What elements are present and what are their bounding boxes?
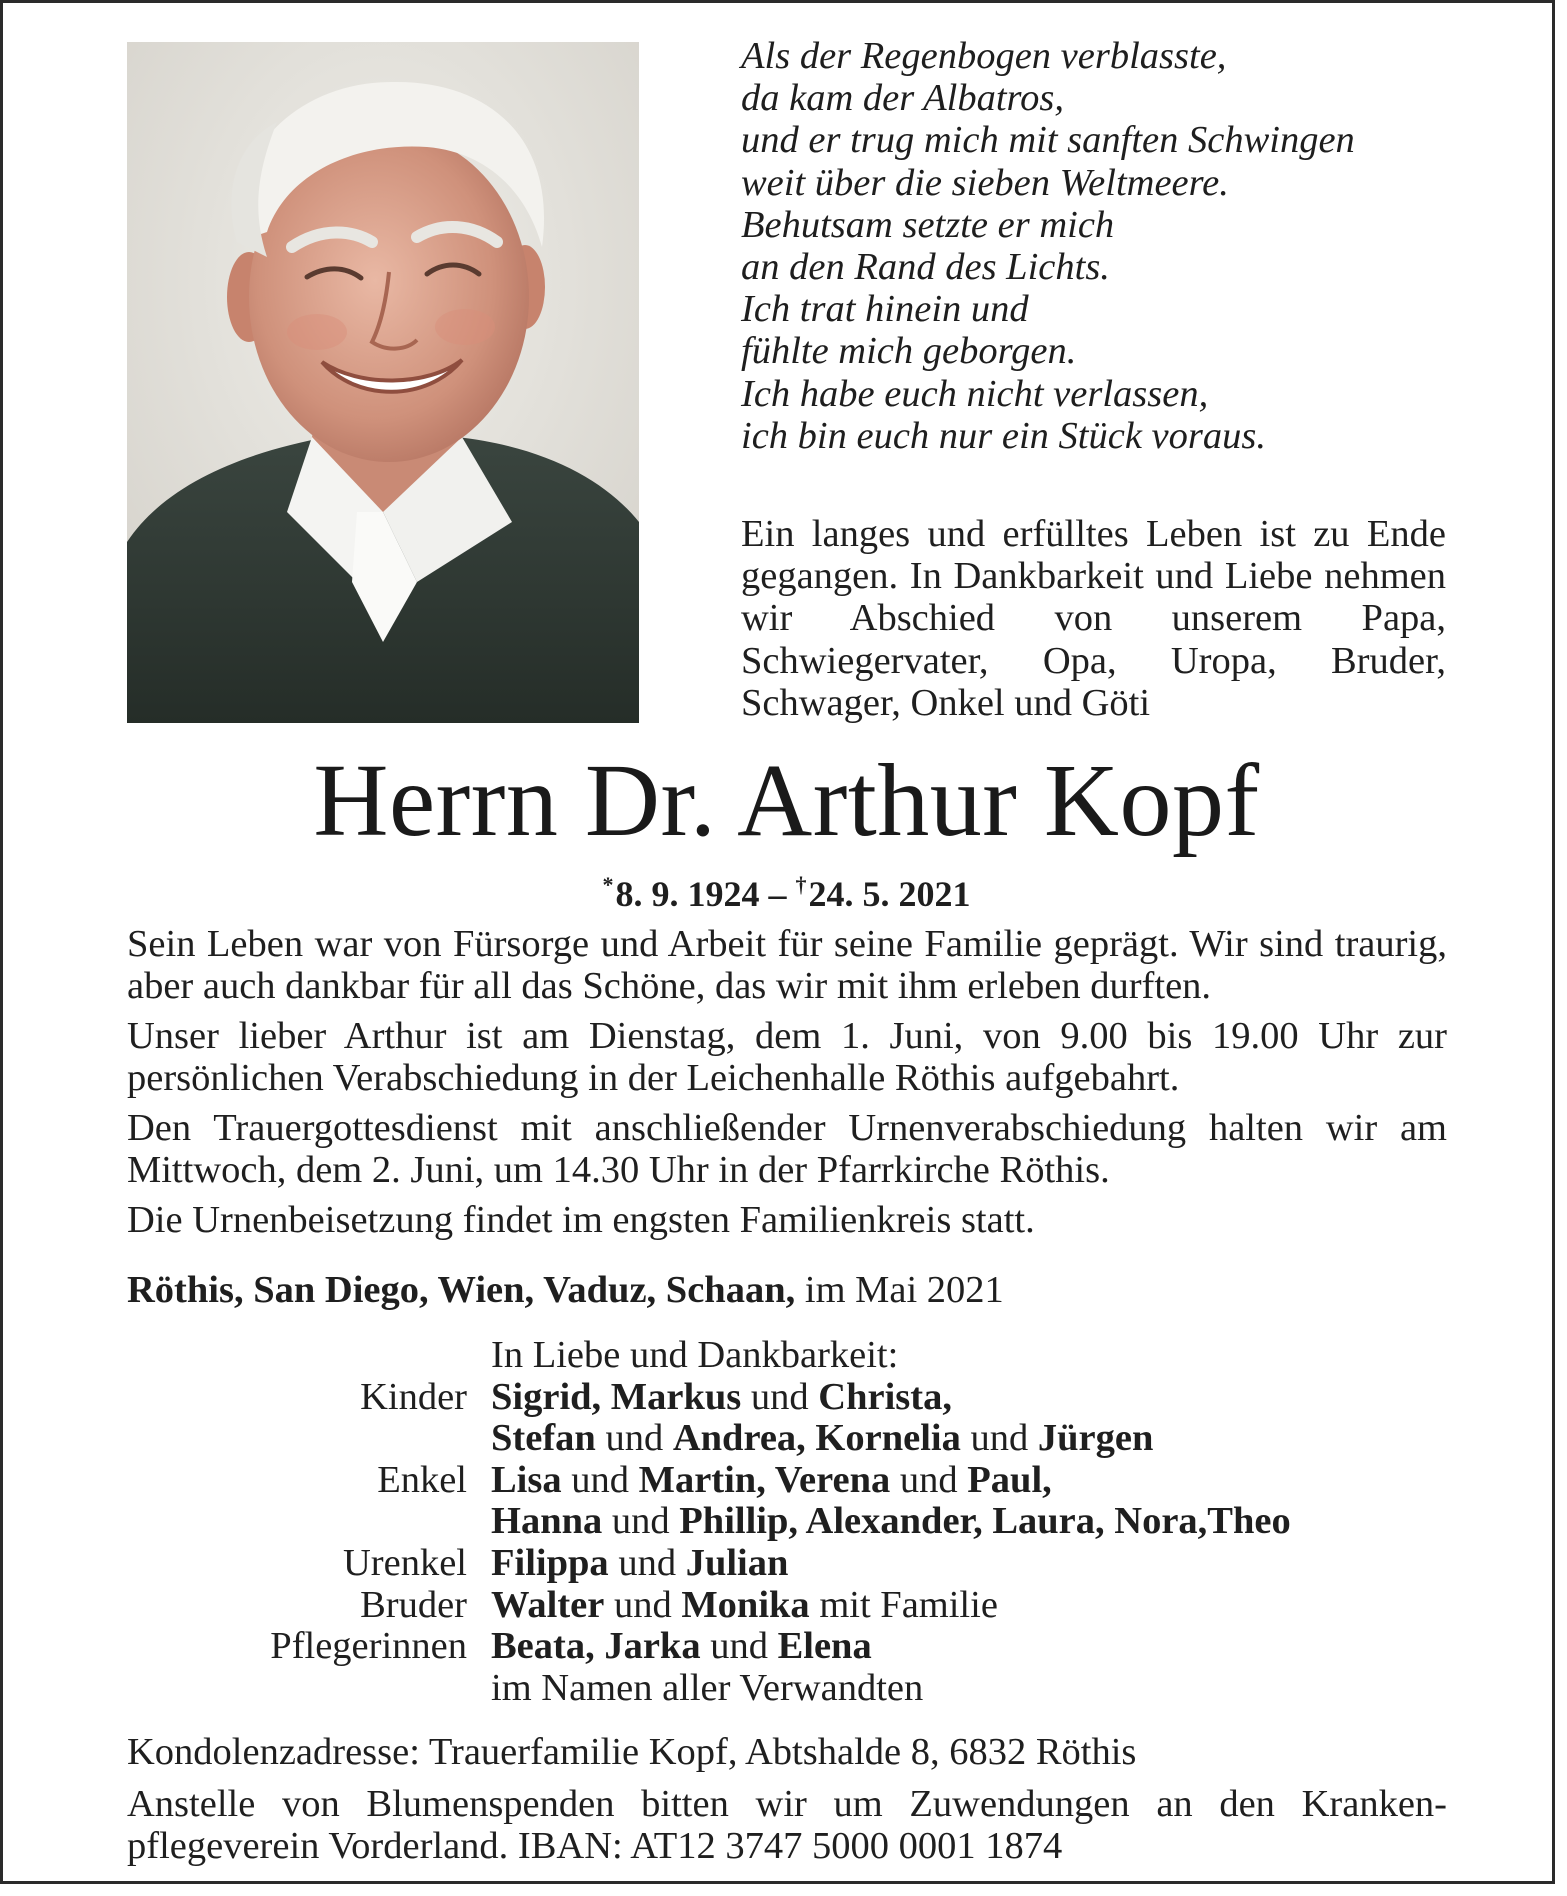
family-member-name: Filippa [491, 1541, 609, 1584]
poem-line: und er trug mich mit sanften Schwingen [741, 119, 1355, 162]
family-row [127, 1418, 1457, 1460]
family-member-name: Julian [685, 1541, 789, 1584]
family-connector: und [960, 1417, 1038, 1460]
poem-line: fühlte mich geborgen. [741, 330, 1077, 373]
footer [127, 1731, 1447, 1867]
family-member-name: Christa, [818, 1375, 952, 1418]
family-row [127, 1585, 1457, 1627]
family-row [127, 1543, 1457, 1585]
family-connector: und [602, 1500, 680, 1543]
family-relation: Pflegerinnen [270, 1625, 467, 1668]
family-list [127, 1335, 1457, 1709]
family-connector: und [595, 1417, 673, 1460]
family-heading-row [127, 1335, 1457, 1377]
death-date: 24. 5. 2021 [808, 874, 971, 914]
places-cities: Röthis, San Diego, Wien, Vaduz, Schaan, [127, 1269, 796, 1311]
family-member-name: Phillip, Alexander, Laura, Nora,Theo [679, 1500, 1291, 1543]
family-member-name: Lisa [491, 1458, 562, 1501]
poem-line: da kam der Albatros, [741, 77, 1064, 120]
poem-line: an den Rand des Lichts. [741, 246, 1110, 289]
date-separator: – [768, 874, 787, 914]
poem-line: Behutsam setzte er mich [741, 203, 1115, 246]
poem-line: Ich habe euch nicht verlassen, [741, 372, 1209, 415]
family-relation [127, 1501, 491, 1543]
family-connector: und [700, 1625, 778, 1668]
birth-date: 8. 9. 1924 [615, 874, 760, 914]
family-member-name: Paul, [967, 1458, 1052, 1501]
poem [741, 35, 1461, 457]
family-rows [127, 1377, 1457, 1668]
family-relation: Kinder [360, 1375, 467, 1418]
death-symbol: † [795, 872, 807, 897]
family-member-name: Martin, Verena [638, 1458, 891, 1501]
family-relation: Enkel [377, 1458, 467, 1501]
family-connector: und [890, 1458, 968, 1501]
paragraph: Den Trauergottesdienst mit anschließender Urnenverabschiedung halten wir am Mittwoch, dem 2. Juni, um 14.30 Uhr in der Pfarrkirche Röthis. [127, 1107, 1447, 1191]
poem-line: Als der Regenbogen verblasste, [741, 35, 1227, 77]
family-relation [127, 1418, 491, 1460]
family-member-name: Sigrid, Markus [491, 1375, 742, 1418]
family-relation: Bruder [360, 1583, 467, 1626]
family-member-name: Monika [681, 1583, 810, 1626]
family-names [491, 1585, 998, 1627]
family-names [491, 1418, 1153, 1460]
family-member-name: Andrea, Kornelia [672, 1417, 961, 1460]
family-connector: und [741, 1375, 819, 1418]
life-dates [3, 863, 1567, 916]
place-and-date [127, 1269, 1447, 1311]
family-heading: In Liebe und Dankbarkeit: [491, 1334, 899, 1376]
family-member-name: Hanna [491, 1500, 603, 1543]
family-connector: und [608, 1541, 686, 1584]
family-row [127, 1377, 1457, 1419]
family-row [127, 1626, 1457, 1668]
places-date: im Mai 2021 [804, 1269, 1004, 1311]
paragraph: Die Urnenbeisetzung findet im engsten Familienkreis statt. [127, 1199, 1035, 1241]
family-member-name: Stefan [491, 1417, 596, 1460]
family-closing-row [127, 1668, 1457, 1710]
intro-text: Ein langes und erfülltes Leben ist zu Ende gegangen. In Dankbarkeit und Liebe nehmen wir Abschied von unserem Papa, Schwiegervater, Opa, Uropa, Bruder, Schwager, Onkel und Göti [741, 513, 1446, 724]
family-connector: und [604, 1583, 682, 1626]
family-names [491, 1501, 1291, 1543]
poem-line: weit über die sieben Weltmeere. [741, 161, 1229, 204]
portrait-photo [127, 42, 639, 723]
family-connector: mit Familie [809, 1583, 998, 1626]
donation-note: Anstelle von Blumenspenden bitten wir um Zuwendungen an den Krankenpflegeverein Vorderland. IBAN: AT12 3747 5000 0001 1874 [127, 1783, 1447, 1867]
family-row [127, 1460, 1457, 1502]
poem-line: Ich trat hinein und [741, 288, 1029, 331]
family-member-name: Jürgen [1037, 1417, 1154, 1460]
family-names [491, 1543, 788, 1585]
deceased-name: Herrn Dr. Arthur Kopf [313, 743, 1260, 858]
birth-symbol: * [602, 872, 614, 897]
family-names [491, 1626, 872, 1668]
paragraph: Unser lieber Arthur ist am Dienstag, dem 1. Juni, von 9.00 bis 19.00 Uhr zur persönlichen Verabschiedung in der Leichenhalle Röthis aufgebahrt. [127, 1015, 1447, 1099]
paragraph: Sein Leben war von Fürsorge und Arbeit für seine Familie geprägt. Wir sind traurig, aber auch dankbar für all das Schöne, das wir mit ihm erleben durften. [127, 923, 1447, 1007]
condolence-address: Kondolenzadresse: Trauerfamilie Kopf, Abtshalde 8, 6832 Röthis [127, 1731, 1137, 1773]
announcement-body [127, 923, 1447, 1311]
family-connector: und [561, 1458, 639, 1501]
poem-line: ich bin euch nur ein Stück voraus. [741, 414, 1266, 457]
family-member-name: Elena [777, 1625, 872, 1668]
family-member-name: Beata, Jarka [491, 1625, 701, 1668]
family-relation: Urenkel [343, 1541, 467, 1584]
family-closing: im Namen aller Verwandten [491, 1666, 924, 1709]
family-names [491, 1460, 1052, 1502]
family-names [491, 1377, 952, 1419]
family-row [127, 1501, 1457, 1543]
portrait-image [127, 42, 639, 723]
family-member-name: Walter [491, 1583, 605, 1626]
